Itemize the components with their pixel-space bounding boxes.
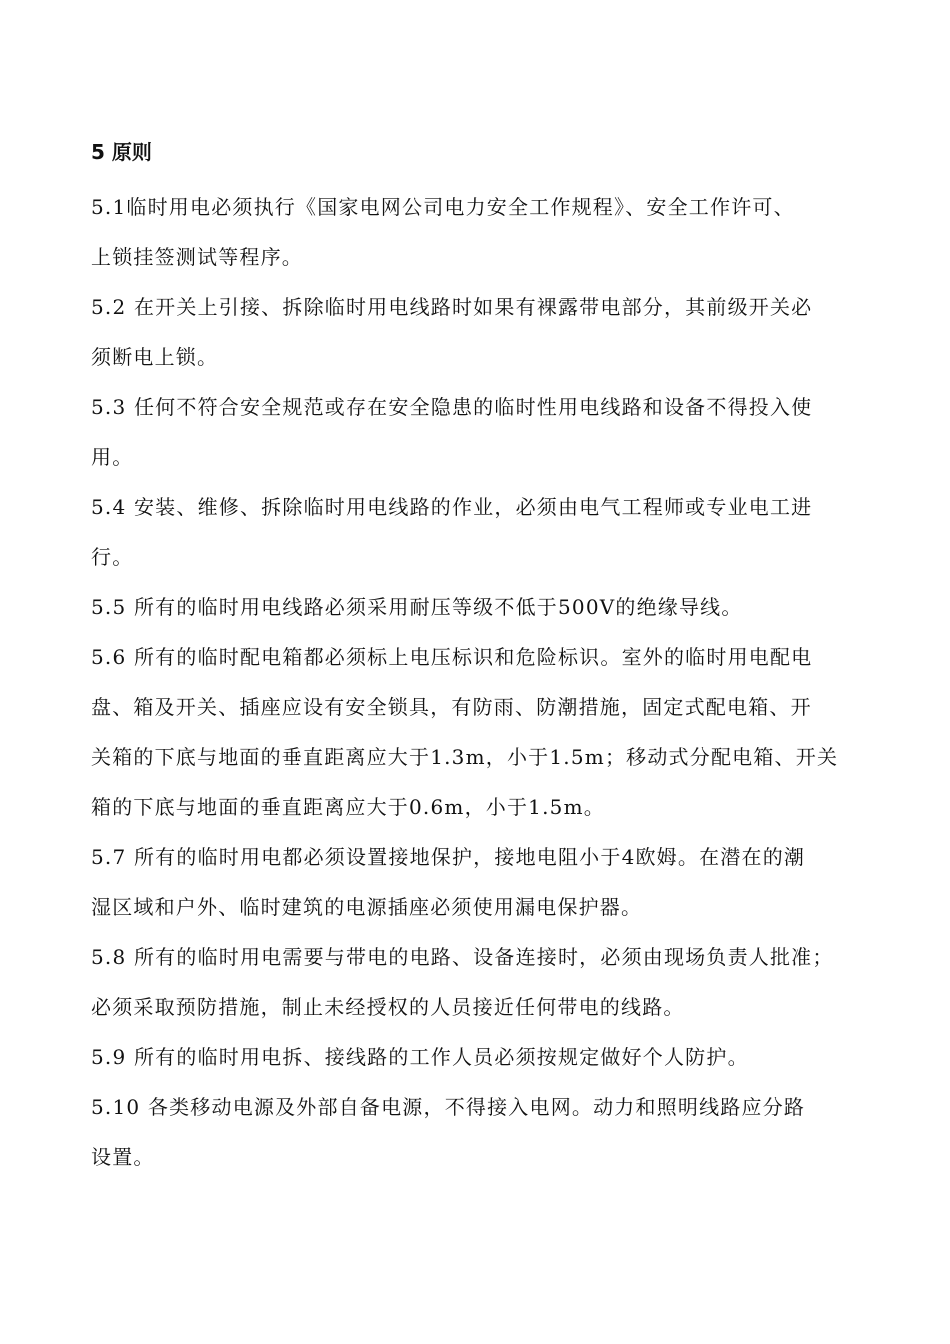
clause-line: 用。 <box>91 445 134 469</box>
clause-line: 关箱的下底与地面的垂直距离应大于1.3m，小于1.5m；移动式分配电箱、开关 <box>91 745 839 769</box>
clause-line: 5.7 所有的临时用电都必须设置接地保护，接地电阻小于4欧姆。在潜在的潮 <box>91 845 806 869</box>
clause-line: 上锁挂签测试等程序。 <box>91 245 303 269</box>
clause-line: 盘、箱及开关、插座应设有安全锁具，有防雨、防潮措施，固定式配电箱、开 <box>91 695 812 719</box>
clause-line: 5.5 所有的临时用电线路必须采用耐压等级不低于500V的绝缘导线。 <box>91 595 743 619</box>
clause-line: 5.1临时用电必须执行《国家电网公司电力安全工作规程》、安全工作许可、 <box>91 195 795 219</box>
clause-line: 5.8 所有的临时用电需要与带电的电路、设备连接时，必须由现场负责人批准； <box>91 945 834 969</box>
clause-line: 箱的下底与地面的垂直距离应大于0.6m，小于1.5m。 <box>91 795 605 819</box>
clause-5-5 <box>91 582 861 632</box>
clause-line: 5.10 各类移动电源及外部自备电源，不得接入电网。动力和照明线路应分路 <box>91 1095 806 1119</box>
clause-line: 5.9 所有的临时用电拆、接线路的工作人员必须按规定做好个人防护。 <box>91 1045 749 1069</box>
clause-line: 设置。 <box>91 1145 155 1169</box>
clause-5-6 <box>91 632 861 832</box>
clause-line: 湿区域和户外、临时建筑的电源插座必须使用漏电保护器。 <box>91 895 643 919</box>
clause-line: 5.2 在开关上引接、拆除临时用电线路时如果有裸露带电部分，其前级开关必 <box>91 295 813 319</box>
clause-line: 必须采取预防措施，制止未经授权的人员接近任何带电的线路。 <box>91 995 685 1019</box>
clause-5-10 <box>91 1082 861 1182</box>
clause-line: 行。 <box>91 545 134 569</box>
clause-5-9 <box>91 1032 861 1082</box>
clause-5-8 <box>91 932 861 1032</box>
clause-line: 5.6 所有的临时配电箱都必须标上电压标识和危险标识。室外的临时用电配电 <box>91 645 813 669</box>
clause-5-1 <box>91 182 861 282</box>
document-body <box>91 138 861 1182</box>
clause-line: 5.4 安装、维修、拆除临时用电线路的作业，必须由电气工程师或专业电工进 <box>91 495 813 519</box>
clause-5-4 <box>91 482 861 582</box>
section-heading: 5 原则 <box>91 140 152 164</box>
clause-5-7 <box>91 832 861 932</box>
clause-5-2 <box>91 282 861 382</box>
clause-line: 须断电上锁。 <box>91 345 219 369</box>
clause-line: 5.3 任何不符合安全规范或存在安全隐患的临时性用电线路和设备不得投入使 <box>91 395 813 419</box>
clause-5-3 <box>91 382 861 482</box>
